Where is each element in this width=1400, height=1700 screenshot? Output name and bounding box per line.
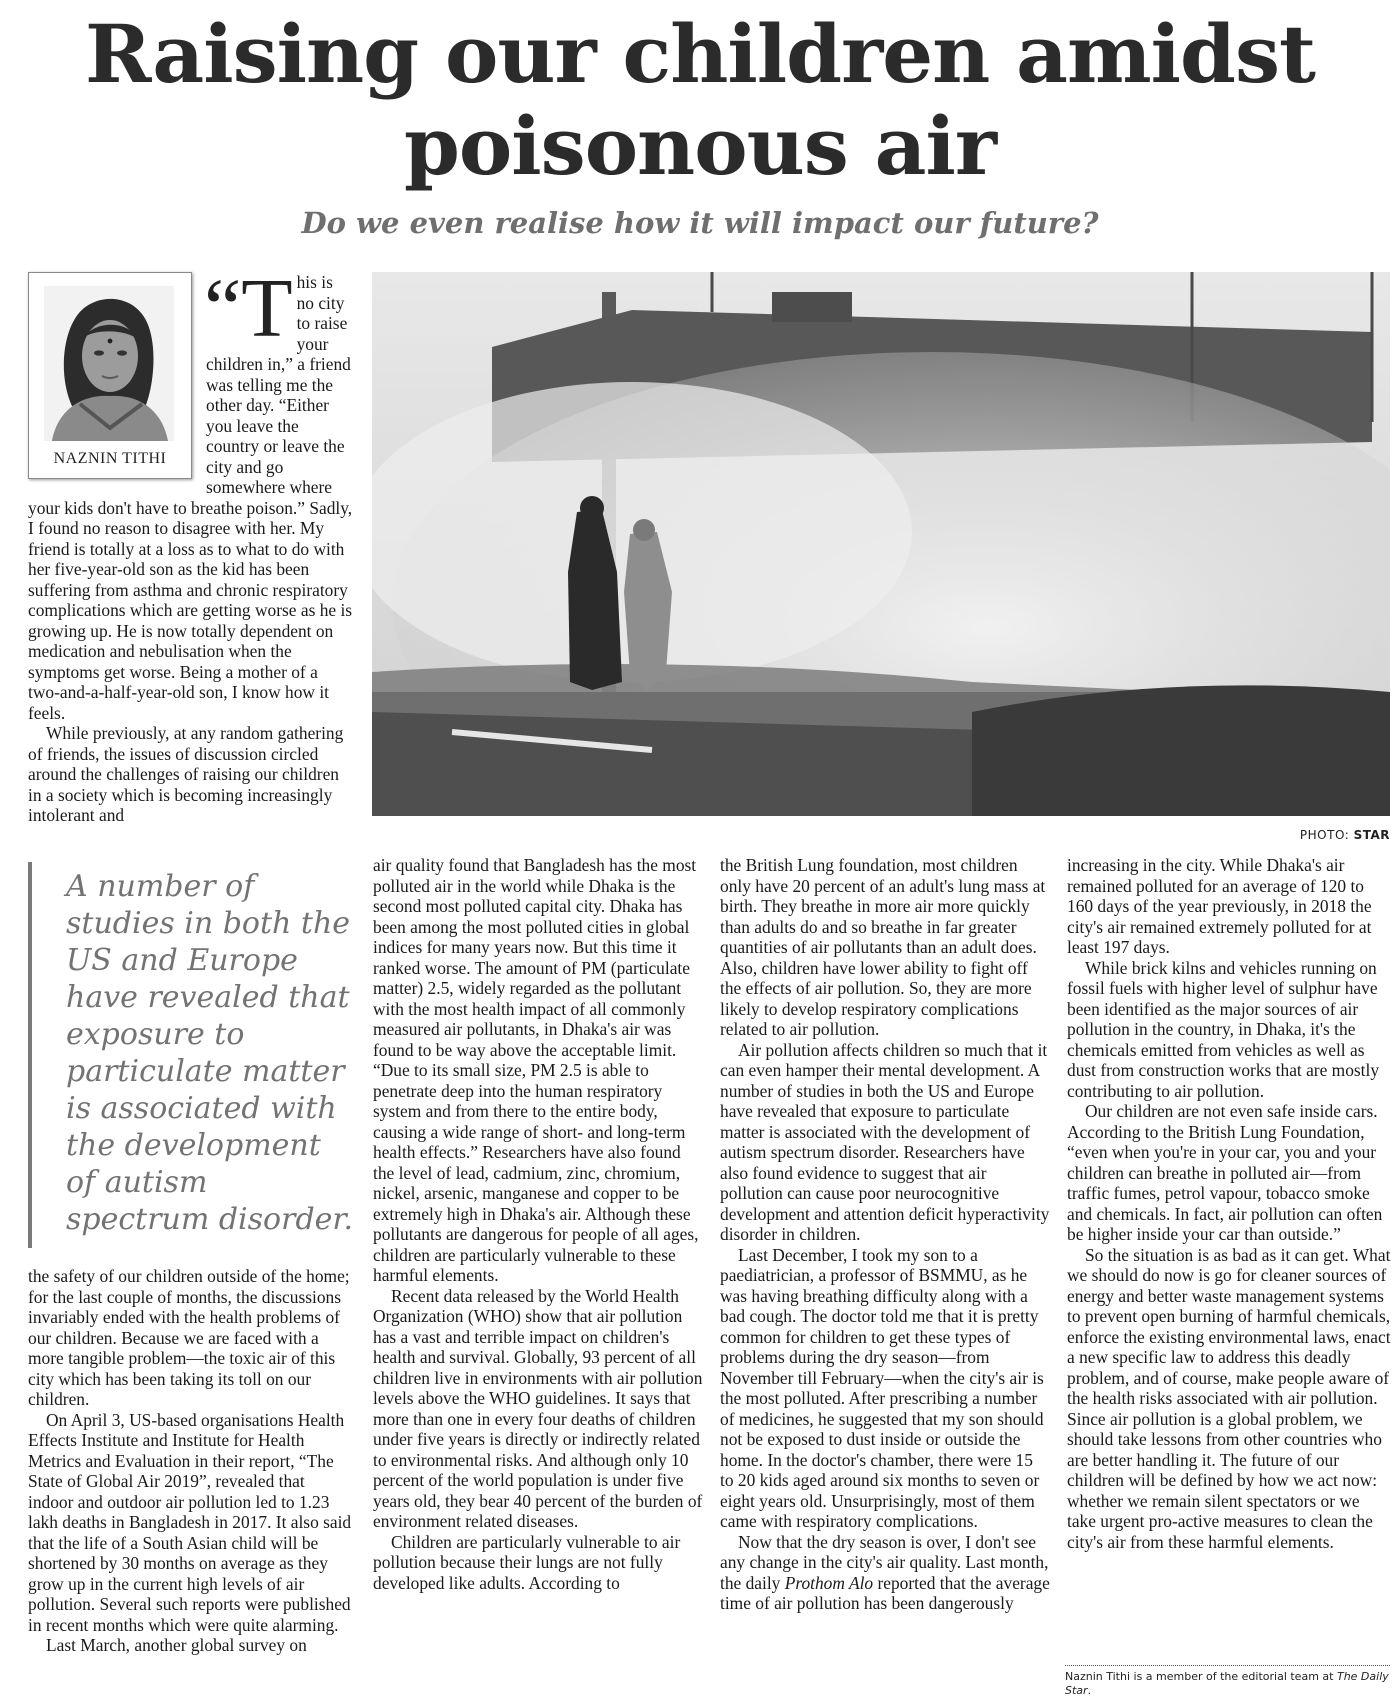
paragraph: air quality found that Bangladesh has the most polluted air in the world while Dhaka is the second most polluted capital city. Dhaka has been among the most polluted cities in global indices for many years now. But this time it ranked worse. The amount of PM (particulate matter) 2.5, widely regarded as the pollutant with the most health impact of all commonly measured air pollutants, in Dhaka's air was found to be way above the acceptable limit. “Due to its small size, PM 2.5 is able to penetrate deep into the human respiratory system and from there to the entire body, causing a wide range of short- and long-term health effects.” Researchers have also found the level of lead, cadmium, zinc, chromium, nickel, arsenic, manganese and copper to be extremely high in Dhaka's air. Although these pollutants are dangerous for people of all ages, children are particularly vulnerable to these harmful elements. — [373, 855, 699, 1285]
paragraph: Last March, another global survey on — [46, 1635, 307, 1655]
paragraph: Now that the dry season is over, I don't see any change in the city's air quality. Last month, the daily Prothom Alo reported that the average time of air pollution has been dangerously — [720, 1531, 1050, 1613]
publication-name: The Daily Star — [1065, 1670, 1389, 1697]
pull-quote-text: A number of studies in both the US and Europe have revealed that exposure to particulate matter is associated with the development of autism spectrum disorder. — [66, 869, 353, 1237]
photo-credit — [1000, 828, 1390, 842]
headline-line-1: Raising our children amidst — [85, 7, 1315, 101]
photo-credit-label: PHOTO: — [1299, 828, 1354, 842]
paragraph: increasing in the city. While Dhaka's air remained polluted for an average of 120 to 160 days of the year previously, in 2018 the city's air remained extremely polluted for at least 197 days. — [1067, 855, 1372, 957]
column-3 — [720, 855, 1050, 1614]
headline-line-2: poisonous air — [403, 99, 997, 193]
column-2 — [373, 855, 703, 1593]
newspaper-name: Prothom Alo — [784, 1572, 874, 1593]
headline — [0, 8, 1400, 192]
photo-credit-source: STAR — [1353, 828, 1390, 842]
author-name: NAZNIN TITHI — [53, 450, 167, 467]
paragraph-intro: “This is no city to raise your children in,” a friend was telling me the other day. “Either you leave the country or leave the city and go somewhere where your kids don't have to breathe poison.” Sadly, I found no reason to disagree with her. My friend is totally at a loss as to what to do with her five-year-old son as the kid has been suffering from asthma and chronic respiratory complications which are getting worse as he is growing up. He is now totally dependent on medication and nebulisation when the symptoms get worse. Being a mother of a two-and-a-half-year-old son, I know how it feels. — [28, 262, 353, 723]
column-1-bottom — [28, 1266, 353, 1656]
paragraph: While previously, at any random gathering of friends, the issues of discussion circled around the challenges of raising our children in a society which is becoming increasingly intolerant and — [28, 723, 344, 825]
paragraph: On April 3, US-based organisations Health Effects Institute and Institute for Health Metrics and Evaluation in their report, “The State of Global Air 2019”, revealed that indoor and outdoor air pollution led to 1.23 lakh deaths in Bangladesh in 2017. It also said that the life of a South Asian child will be shortened by 30 months on average as they grow up in the current high levels of air pollution. Several such reports were published in recent months which were quite alarming. — [28, 1409, 352, 1635]
paragraph: Our children are not even safe inside cars. According to the British Lung Foundation, “even when you're in your car, you and your children can breathe in polluted air—from traffic fumes, petrol vapour, tobacco smoke and chemicals. In fact, air pollution can often be higher inside your car than outside.” — [1067, 1101, 1383, 1244]
paragraph: Children are particularly vulnerable to air pollution because their lungs are not fully developed like adults. According to — [373, 1531, 681, 1593]
drop-cap: “T — [204, 262, 293, 355]
column-1-top — [28, 262, 353, 826]
portrait-float-space — [28, 272, 206, 484]
paragraph: Last December, I took my son to a paediatrician, a professor of BSMMU, as he was having breathing difficulty along with a bad cough. The doctor told me that it is pretty common for children to get these types of problems during the dry season—from November till February—when the city's air is the most polluted. After prescribing a number of medicines, he suggested that my son should not be exposed to dust inside or outside the home. In the doctor's chamber, there were 15 to 20 kids aged around six months to seven or eight years old. Unsurprisingly, most of them came with respiratory complications. — [720, 1244, 1044, 1531]
author-bio: Naznin Tithi is a member of the editorial team at The Daily Star. — [1065, 1665, 1390, 1698]
main-photo — [372, 272, 1390, 816]
column-4 — [1067, 855, 1392, 1552]
paragraph: While brick kilns and vehicles running on fossil fuels with higher level of sulphur have been identified as the major sources of air pollution in the country, in Dhaka, it's the chemicals emitted from vehicles as well as dust from construction works that are mostly contributing to air pollution. — [1067, 957, 1380, 1101]
paragraph: the safety of our children outside of the home; for the last couple of months, the discussions invariably ended with the health problems of our children. Because we are faced with a more tangible problem—the toxic air of this city which has been taking its toll on our children. — [28, 1266, 350, 1409]
pull-quote — [28, 862, 352, 1248]
paragraph: So the situation is as bad as it can get. What we should do now is go for cleaner sources of energy and better waste management systems to prevent open burning of harmful chemicals, enforce the existing environmental laws, enact a new specific law to address this deadly problem, and of course, make people aware of the health risks associated with air pollution. Since air pollution is a global problem, we should take lessons from other countries who are better handling it. The future of our children will be defined by how we act now: whether we remain silent spectators or we take urgent pro-active measures to clean the city's air from these harmful elements. — [1067, 1244, 1391, 1552]
paragraph: the British Lung foundation, most children only have 20 percent of an adult's lung mass at birth. They breathe in more air more quickly than adults do and so breathe in far greater quantities of air pollutants than an adult does. Also, children have lower ability to fight off the effects of air pollution. So, they are more likely to develop respiratory complications related to air pollution. — [720, 855, 1046, 1039]
subheadline: Do we even realise how it will impact our future? — [301, 206, 1099, 240]
main-photo-drawing — [372, 272, 1390, 816]
paragraph: Recent data released by the World Health Organization (WHO) show that air pollution has a vast and terrible impact on children's health and survival. Globally, 93 percent of all children live in environments with air pollution levels above the WHO guidelines. It says that more than one in every four deaths of children under five years is directly or indirectly related to environmental risks. And although only 10 percent of the world population is under five years old, they bear 40 percent of the burden of environment related diseases. — [373, 1285, 703, 1531]
paragraph: Air pollution affects children so much that it can even hamper their mental development. A number of studies in both the US and Europe have revealed that exposure to particulate matter is associated with the development of autism spectrum disorder. Researchers have also found evidence to suggest that air pollution can cause poor neurocognitive development and attention deficit hyperactivity disorder in children. — [720, 1039, 1050, 1244]
